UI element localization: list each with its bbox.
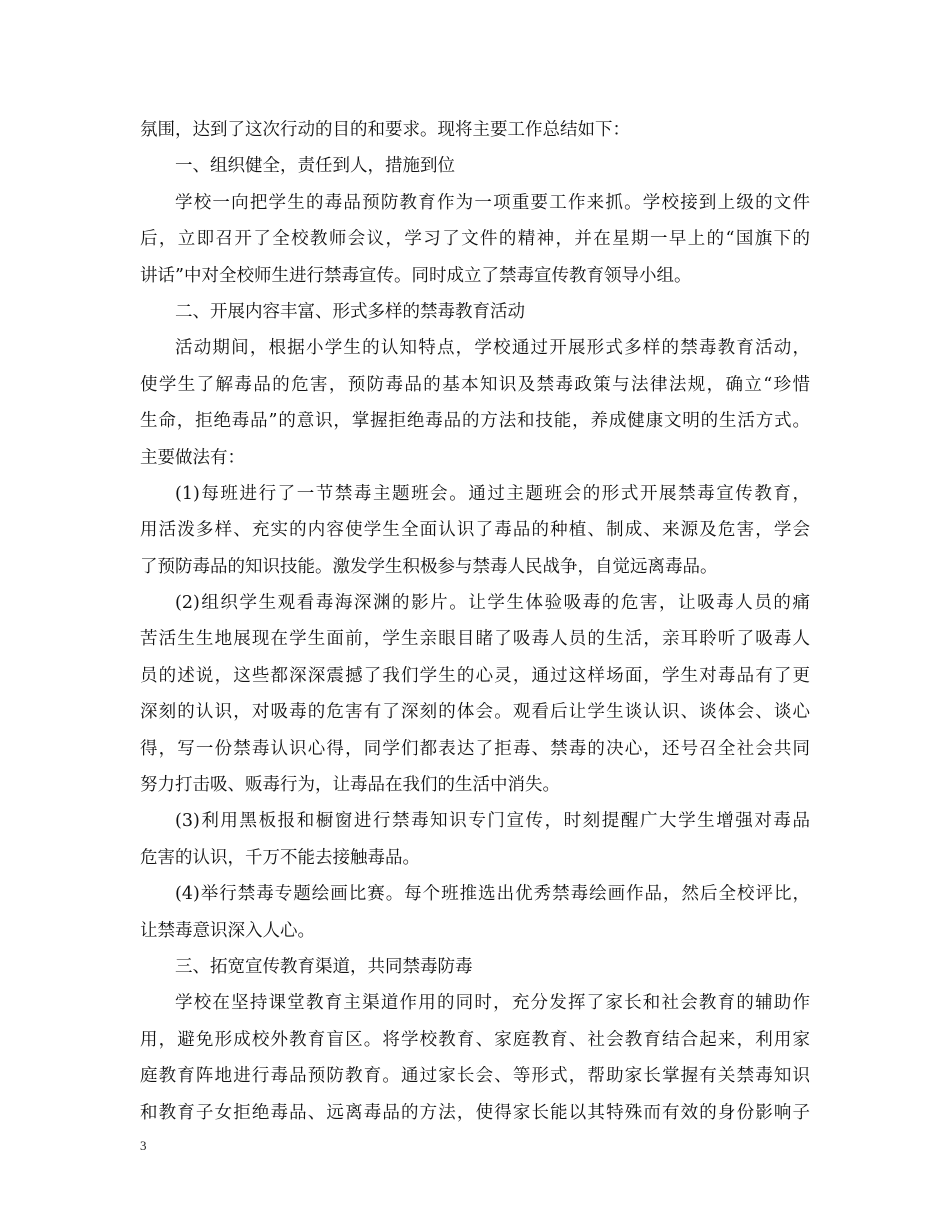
text-line: 用，避免形成校外教育盲区。将学校教育、家庭教育、社会教育结合起来，利用家 [140, 1029, 810, 1050]
text-line: 讲话”中对全校师生进行禁毒宣传。同时成立了禁毒宣传教育领导小组。 [140, 265, 692, 286]
text-line: 氛围，达到了这次行动的目的和要求。现将主要工作总结如下： [140, 120, 630, 140]
text-line: 后，立即召开了全校教师会议，学习了文件的精神，并在星期一早上的“国旗下的 [140, 229, 810, 250]
text-line: 庭教育阵地进行毒品预防教育。通过家长会、等形式，帮助家长掌握有关禁毒知识 [140, 1066, 810, 1087]
page-number: 3 [140, 1138, 147, 1153]
text-line: (3)利用黑板报和橱窗进行禁毒知识专门宣传，时刻提醒广大学生增强对毒品 [175, 811, 810, 832]
text-line: (2)组织学生观看毒海深渊的影片。让学生体验吸毒的危害，让吸毒人员的痛 [175, 593, 810, 614]
text-line: 了预防毒品的知识技能。激发学生积极参与禁毒人民战争，自觉远离毒品。 [140, 556, 718, 577]
text-line: 得，写一份禁毒认识心得，同学们都表达了拒毒、禁毒的决心，还号召全社会共同 [140, 738, 810, 759]
text-line: 员的述说，这些都深深震撼了我们学生的心灵，通过这样场面，学生对毒品有了更 [140, 665, 810, 686]
text-line: 一、组织健全，责任到人，措施到位 [175, 156, 455, 177]
document-body [140, 112, 810, 1131]
text-line: (4)举行禁毒专题绘画比赛。每个班推选出优秀禁毒绘画作品，然后全校评比， [175, 884, 810, 905]
text-line: 三、拓宽宣传教育渠道，共同禁毒防毒 [175, 956, 473, 977]
text-line: 学校在坚持课堂教育主渠道作用的同时，充分发挥了家长和社会教育的辅助作 [175, 993, 810, 1014]
text-line: 活动期间，根据小学生的认知特点，学校通过开展形式多样的禁毒教育活动， [175, 338, 810, 359]
text-line: 主要做法有： [140, 447, 245, 468]
text-line: 让禁毒意识深入人心。 [140, 920, 315, 941]
text-line: 二、开展内容丰富、形式多样的禁毒教育活动 [175, 301, 525, 322]
text-line: 用活泼多样、充实的内容使学生全面认识了毒品的种植、制成、来源及危害，学会 [140, 520, 810, 541]
text-line: 学校一向把学生的毒品预防教育作为一项重要工作来抓。学校接到上级的文件 [175, 192, 810, 213]
text-line: 危害的认识，千万不能去接触毒品。 [140, 847, 420, 868]
text-line: 生命，拒绝毒品”的意识，掌握拒绝毒品的方法和技能，养成健康文明的生活方式。 [140, 411, 810, 432]
text-line: 努力打击吸、贩毒行为，让毒品在我们的生活中消失。 [140, 775, 560, 796]
text-line: 使学生了解毒品的危害，预防毒品的基本知识及禁毒政策与法律法规，确立“珍惜 [140, 374, 810, 395]
text-line: 和教育子女拒绝毒品、远离毒品的方法，使得家长能以其特殊而有效的身份影响子 [140, 1102, 810, 1123]
text-line: 深刻的认识，对吸毒的危害有了深刻的体会。观看后让学生谈认识、谈体会、谈心 [140, 702, 810, 723]
text-line: (1)每班进行了一节禁毒主题班会。通过主题班会的形式开展禁毒宣传教育， [175, 483, 810, 504]
text-line: 苦活生生地展现在学生面前，学生亲眼目睹了吸毒人员的生活，亲耳聆听了吸毒人 [140, 629, 810, 650]
